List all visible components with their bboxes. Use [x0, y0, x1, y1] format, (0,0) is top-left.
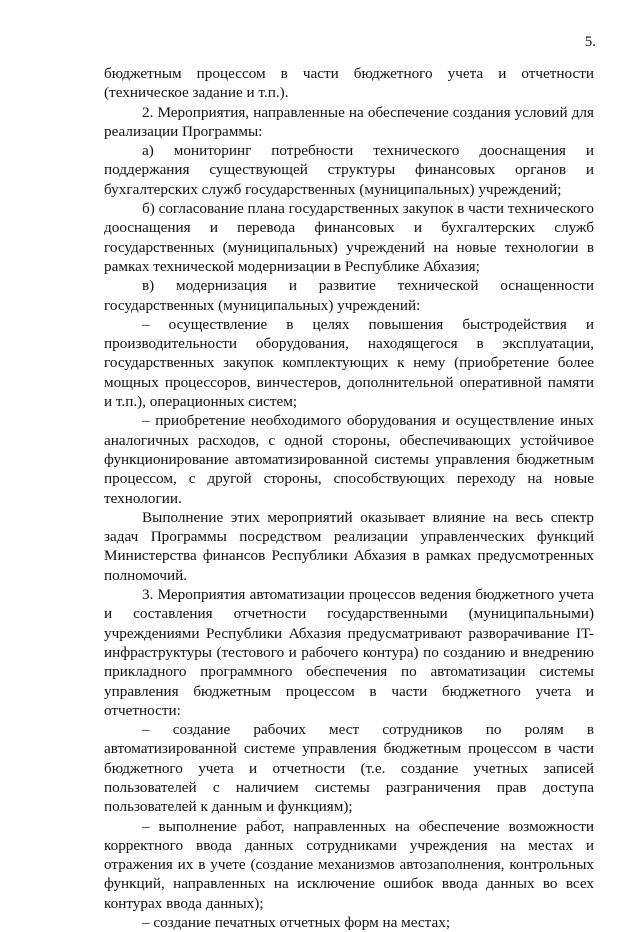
paragraph-section-2-heading: 2. Мероприятия, направленные на обеспечение создания условий для реализации Программы:: [104, 103, 594, 140]
document-body: [104, 64, 594, 932]
paragraph-bullet-1: – осуществление в целях повышения быстродействия и производительности оборудования, находящегося в эксплуатации, государственных закупок комплектующих к нему (приобретение более мощных процессоров, винчестеров, дополнительной оперативной памяти и т.п.), операционных систем;: [104, 315, 594, 411]
paragraph-summary: Выполнение этих мероприятий оказывает влияние на весь спектр задач Программы посредством реализации управленческих функций Министерства финансов Республики Абхазия в рамках предусмотренных полномочий.: [104, 508, 594, 584]
page-number: 5.: [584, 34, 596, 50]
paragraph-item-a: а) мониторинг потребности технического дооснащения и поддержания существующей структуры финансовых органов и бухгалтерских служб государственных (муниципальных) учреждений;: [104, 142, 594, 198]
paragraph-bullet-4: – выполнение работ, направленных на обеспечение возможности корректного ввода данных сотрудниками учреждения на местах и отражения их в учете (создание механизмов автозаполнения, контрольных функций, направленных на исключение ошибок ввода данных во всех контурах ввода данных);: [104, 817, 594, 912]
paragraph-bullet-3: – создание рабочих мест сотрудников по ролям в автоматизированной системе управления бюджетным процессом в части бюджетного учета и отчетности (т.е. создание учетных записей пользователей с наличием системы разграничения прав доступа пользователей к данным и функциям);: [104, 721, 594, 816]
paragraph-section-3-heading: 3. Мероприятия автоматизации процессов ведения бюджетного учета и составления отчетности государственными (муниципальными) учреждениями Республики Абхазия предусматривают разворачивание IT-инфраструктуры (тестового и рабочего контура) по созданию и внедрению прикладного программного обеспечения по автоматизации системы управления бюджетным процессом в части бюджетного учета и отчетности:: [104, 586, 594, 719]
paragraph-bullet-2: – приобретение необходимого оборудования и осуществление иных аналогичных расходов, с одной стороны, обеспечивающих устойчивое функционирование автоматизированной системы управления бюджетным процессом, с другой стороны, способствующих переходу на новые технологии.: [104, 412, 594, 507]
paragraph-continuation: бюджетным процессом в части бюджетного учета и отчетности (техническое задание и т.п.).: [104, 65, 594, 102]
paragraph-bullet-5: – создание печатных отчетных форм на местах;: [142, 914, 451, 932]
paragraph-item-v: в) модернизация и развитие технической оснащенности государственных (муниципальных) учреждений:: [104, 277, 594, 314]
paragraph-item-b: б) согласование плана государственных закупок в части технического дооснащения и перевода финансовых и бухгалтерских служб государственных (муниципальных) учреждений на новые технологии в рамках технической модернизации в Республике Абхазия;: [104, 200, 594, 275]
